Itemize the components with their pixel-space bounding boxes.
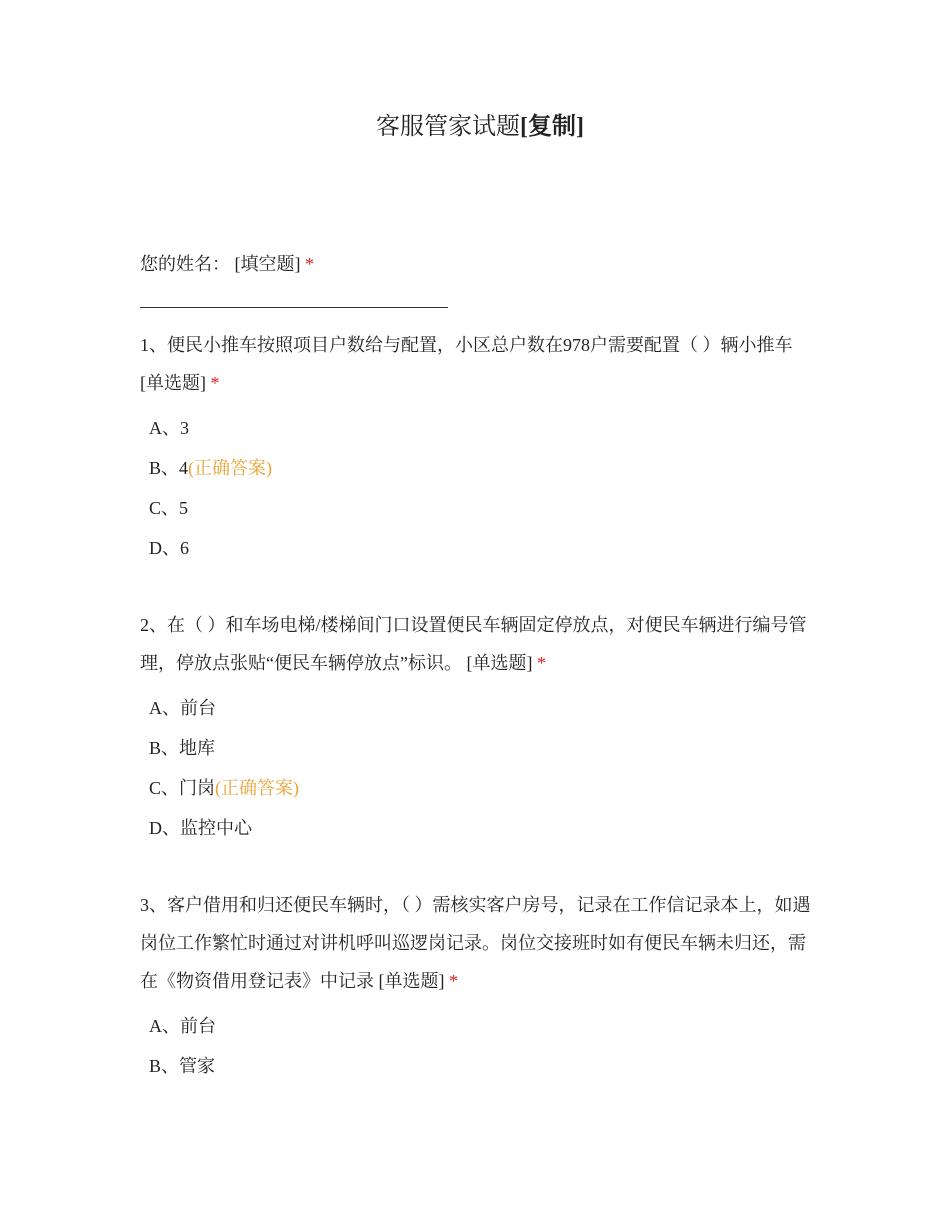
- option-c: C、门岗(正确答案): [149, 778, 300, 798]
- question-type: [单选题]: [378, 971, 445, 991]
- option-b: B、4(正确答案): [149, 458, 273, 478]
- option-c: C、5: [149, 498, 189, 518]
- option-b: B、管家: [149, 1056, 216, 1076]
- question-type: [填空题]: [234, 254, 301, 274]
- question-text: 3、客户借用和归还便民车辆时，（ ）需核实客户房号，记录在工作信记录本上，如遇岗位工作繁忙时通过对讲机呼叫巡逻岗记录。岗位交接班时如有便民车辆未归还，需在《物资借用登记表》中记录: [140, 895, 811, 991]
- option-list: [140, 408, 820, 568]
- title-suffix: [复制]: [520, 114, 584, 140]
- option-list: [140, 1006, 820, 1086]
- name-answer-line: [140, 307, 448, 308]
- required-mark: *: [536, 653, 546, 673]
- option-a: A、前台: [149, 698, 216, 718]
- required-mark: *: [449, 971, 458, 991]
- option-a: A、3: [149, 418, 189, 438]
- page-title: [140, 110, 820, 144]
- name-label: 您的姓名：: [140, 254, 230, 274]
- name-question: [140, 245, 820, 283]
- correct-answer-badge: (正确答案): [215, 778, 300, 798]
- question-1: [140, 326, 820, 568]
- option-d: D、6: [149, 538, 189, 558]
- question-text: 2、在（ ）和车场电梯/楼梯间门口设置便民车辆固定停放点，对便民车辆进行编号管理，停放点张贴“便民车辆停放点”标识。: [140, 615, 807, 673]
- option-list: [140, 688, 820, 848]
- question-3: [140, 886, 820, 1086]
- required-mark: *: [305, 254, 314, 274]
- question-text: 1、便民小推车按照项目户数给与配置，小区总户数在978户需要配置（ ）辆小推车: [140, 335, 793, 355]
- title-main: 客服管家试题: [376, 114, 520, 140]
- option-d: D、监控中心: [149, 818, 252, 838]
- correct-answer-badge: (正确答案): [188, 458, 273, 478]
- question-2: [140, 606, 820, 848]
- question-type: [单选题]: [466, 653, 533, 673]
- option-b: B、地库: [149, 738, 216, 758]
- required-mark: *: [210, 373, 220, 393]
- question-type: [单选题]: [140, 373, 206, 393]
- option-a: A、前台: [149, 1016, 216, 1036]
